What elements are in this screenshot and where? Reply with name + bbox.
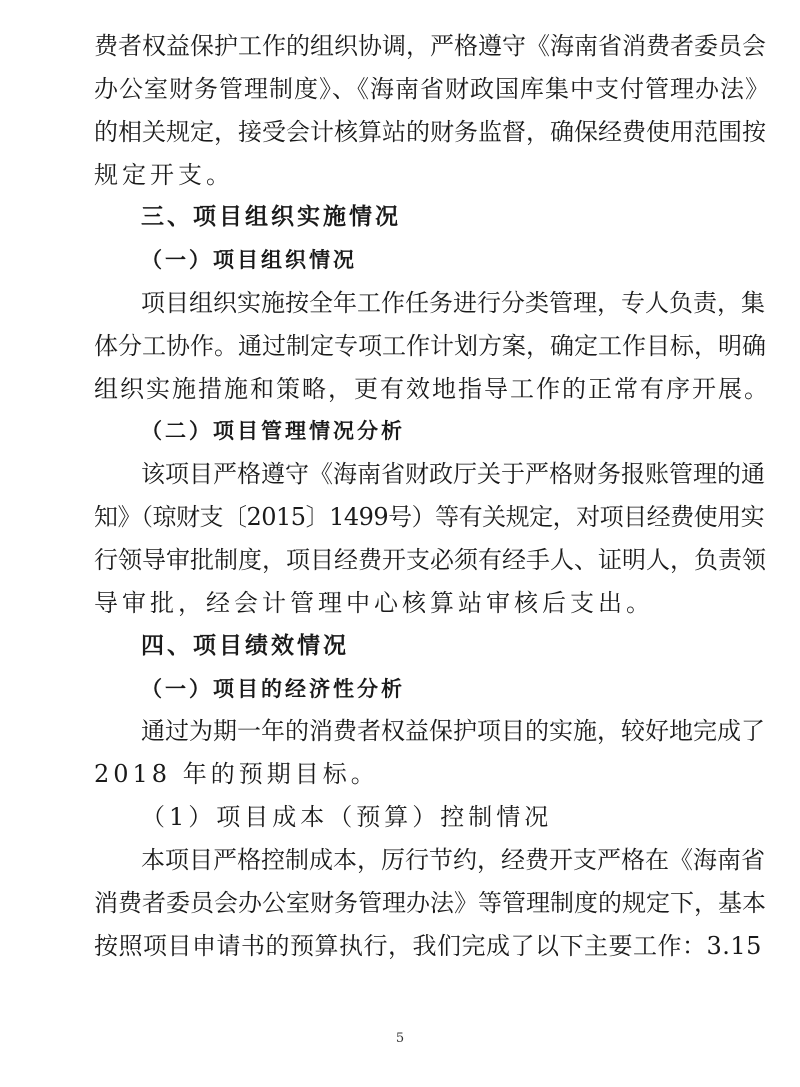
body-text-line: 体分工协作。通过制定专项工作计划方案，确定工作目标，明确 xyxy=(94,332,766,360)
body-text-line: 消费者委员会办公室财务管理办法》等管理制度的规定下，基本 xyxy=(94,889,766,917)
body-text-line: 组织实施措施和策略，更有效地指导工作的正常有序开展。 xyxy=(94,375,770,403)
body-text-line: 办公室财务管理制度》、《海南省财政国库集中支付管理办法》 xyxy=(94,75,770,103)
body-text-line: 按照项目申请书的预算执行，我们完成了以下主要工作：3.15 xyxy=(94,932,762,960)
body-text-line: 项目组织实施按全年工作任务进行分类管理，专人负责，集 xyxy=(141,289,765,317)
body-text-line: 导审批，经会计管理中心核算站审核后支出。 xyxy=(94,589,654,617)
subsection-heading: （一）项目的经济性分析 xyxy=(141,677,405,701)
subsection-heading: （二）项目管理情况分析 xyxy=(141,419,405,443)
body-text-line: （1）项目成本（预算）控制情况 xyxy=(141,803,553,831)
body-text-line: 知》（琼财支〔2015〕1499号）等有关规定，对项目经费使用实 xyxy=(94,503,765,531)
body-text-line: 2018 年的预期目标。 xyxy=(94,760,379,788)
body-text-line: 通过为期一年的消费者权益保护项目的实施，较好地完成了 xyxy=(141,717,765,745)
subsection-heading: （一）项目组织情况 xyxy=(141,248,357,272)
body-text-line: 该项目严格遵守《海南省财政厅关于严格财务报账管理的通 xyxy=(141,460,765,488)
section-heading: 四、项目绩效情况 xyxy=(141,633,349,659)
body-text-line: 本项目严格控制成本，厉行节约，经费开支严格在《海南省 xyxy=(141,846,765,874)
section-heading: 三、项目组织实施情况 xyxy=(141,204,401,230)
body-text-line: 费者权益保护工作的组织协调，严格遵守《海南省消费者委员会 xyxy=(94,32,766,60)
body-text-line: 的相关规定，接受会计核算站的财务监督，确保经费使用范围按 xyxy=(94,118,766,146)
page-number: 5 xyxy=(395,1031,405,1046)
body-text-line: 规定开支。 xyxy=(94,161,234,189)
body-text-line: 行领导审批制度，项目经费开支必须有经手人、证明人，负责领 xyxy=(94,546,766,574)
